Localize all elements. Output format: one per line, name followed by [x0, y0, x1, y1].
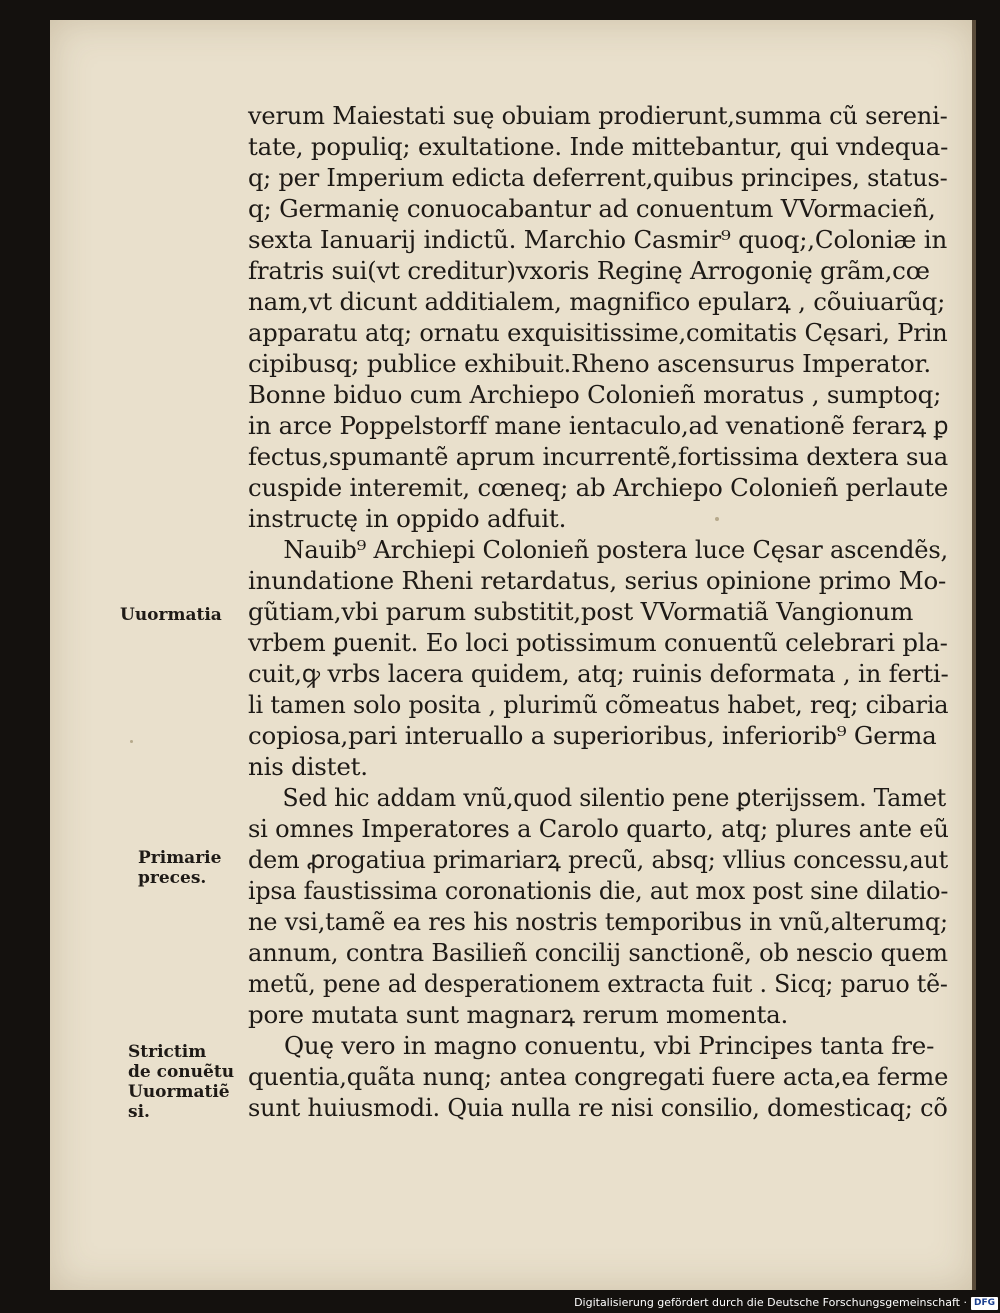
page-edge — [972, 20, 976, 1290]
marginal-note-uuormatia — [120, 605, 222, 625]
text-line: nis distet. — [248, 752, 368, 781]
marginal-line: Strictim — [128, 1042, 207, 1062]
text-line: q; Germanię conuocabantur ad conuentum VVormacieñ, — [248, 194, 936, 223]
text-line: si omnes Imperatores a Carolo quarto, atq; plures ante eũ — [248, 814, 949, 843]
footer-text: Digitalisierung gefördert durch die Deutsche Forschungsgemeinschaft · — [574, 1296, 967, 1309]
text-line: fectus,spumantẽ aprum incurrentẽ,fortissima dextera sua — [248, 442, 948, 471]
text-line: pore mutata sunt magnarꝝ rerum momenta. — [248, 1000, 789, 1029]
text-line: Bonne biduo cum Archiepo Colonieñ moratus , sumptoq; — [248, 380, 942, 409]
text-line: ipsa faustissima coronationis die, aut mox post sine dilatio- — [248, 876, 949, 905]
text-line: li tamen solo posita , plurimũ cõmeatus habet, req; cibaria — [248, 690, 949, 719]
marginal-line: preces. — [138, 868, 207, 888]
marginal-line: Primarie — [138, 848, 222, 868]
text-line: q; per Imperium edicta deferrent,quibus principes, status- — [248, 163, 948, 192]
marginal-line: Uuormatiẽ — [128, 1082, 230, 1102]
text-line: cipibusq; publice exhibuit.Rheno ascensurus Imperator. — [248, 349, 931, 378]
text-line: nam,vt dicunt additialem, magnifico epularꝝ , cõuiuarũq; — [248, 287, 946, 316]
text-line: inundatione Rheni retardatus, serius opinione primo Mo- — [248, 566, 947, 595]
text-line: instructę in oppido adfuit. — [248, 504, 567, 533]
text-line: quentia,quãta nunq; antea congregati fuere acta,ea ferme — [248, 1062, 949, 1091]
text-line: sunt huiusmodi. Quia nulla re nisi consilio, domesticaq; cõ — [248, 1093, 948, 1122]
dfg-logo: DFG — [971, 1297, 998, 1310]
marginal-note-strictim — [128, 1042, 234, 1122]
text-line: verum Maiestati suę obuiam prodierunt,summa cũ sereni- — [248, 101, 948, 130]
text-line: Sed hic addam vnũ,quod silentio pene ꝑterijssem. Tamet — [282, 783, 947, 812]
marginal-note-primarie-preces — [138, 848, 221, 888]
text-line: annum, contra Basilieñ concilij sanctionẽ, ob nescio quem — [248, 938, 948, 967]
text-line: fratris sui(vt creditur)vxoris Reginę Arrogonię grãm,cœ — [248, 256, 930, 285]
text-line: cuspide interemit, cœneq; ab Archiepo Colonieñ perlaute — [248, 473, 949, 502]
text-line: ne vsi,tamẽ ea res his nostris temporibus in vnũ,alterumq; — [248, 907, 948, 936]
text-line: gũtiam,vbi parum substitit,post VVormatiã Vangionum — [248, 597, 914, 626]
marginal-line: de conuẽtu — [128, 1062, 235, 1082]
text-line: vrbem ꝑuenit. Eo loci potissimum conuentũ celebrari pla- — [248, 628, 948, 657]
marginal-line: si. — [128, 1102, 150, 1122]
text-line: metũ, pene ad desperationem extracta fuit . Sicq; paruo tẽ- — [248, 969, 948, 998]
text-line: cuit,ꝙ vrbs lacera quidem, atq; ruinis deformata , in ferti- — [248, 659, 949, 688]
text-line: sexta Ianuarij indictũ. Marchio Casmir⁹ quoq;,Coloniæ in — [248, 225, 948, 254]
digitization-credit-footer — [574, 1293, 998, 1313]
text-line: apparatu atq; ornatu exquisitissime,comitatis Cęsari, Prin — [248, 318, 948, 347]
text-line: Quę vero in magno conuentu, vbi Principes tanta fre- — [284, 1031, 935, 1060]
text-line: copiosa,pari interuallo a superioribus, inferiorib⁹ Germa — [248, 721, 937, 750]
text-line: in arce Poppelstorff mane ientaculo,ad venationẽ ferarꝝ ꝑ — [248, 411, 949, 440]
marginal-line: Uuormatia — [120, 605, 222, 625]
text-line: Nauib⁹ Archiepi Colonieñ postera luce Cęsar ascendẽs, — [283, 535, 949, 564]
text-line: tate, populiq; exultatione. Inde mittebantur, qui vndequa- — [248, 132, 949, 161]
paper-speck — [130, 740, 133, 743]
text-line: dem ꝓrogatiua primariarꝝ precũ, absq; vllius concessu,aut — [248, 845, 949, 874]
main-text-block — [248, 100, 948, 1123]
